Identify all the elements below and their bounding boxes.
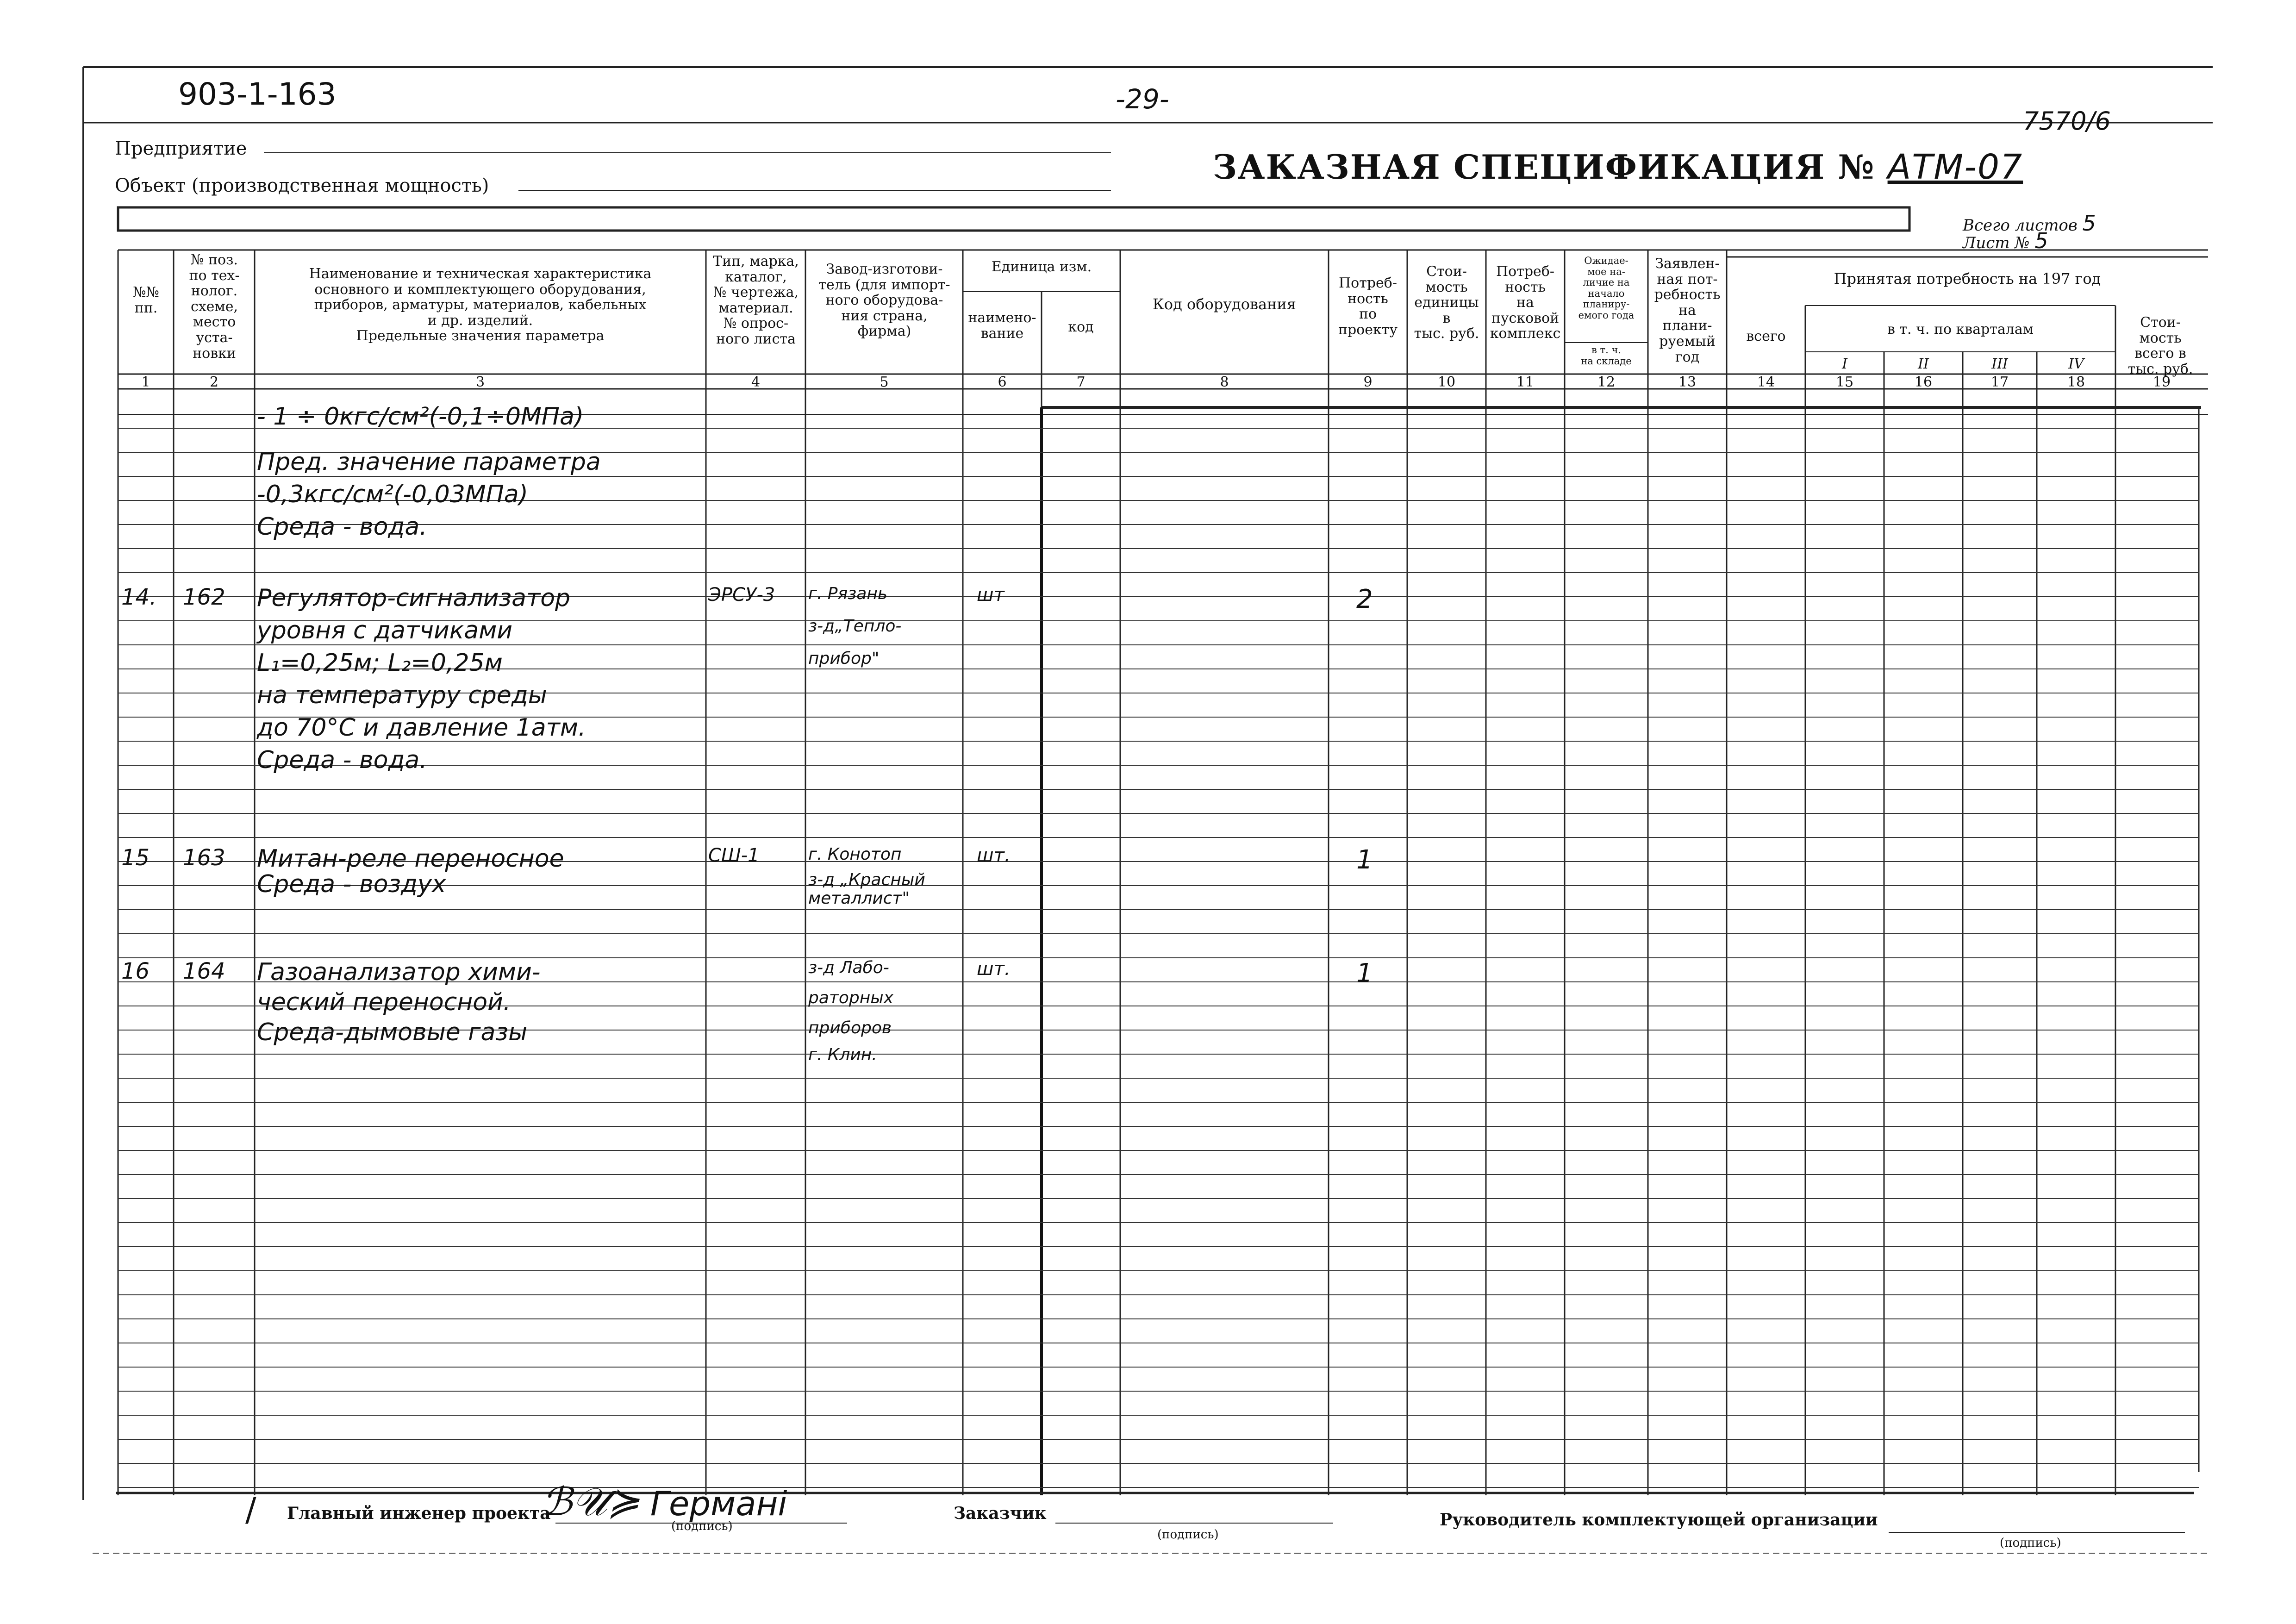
object-label: Объект (производственная мощность) xyxy=(115,175,489,196)
c11-header-line: комплекс xyxy=(1490,325,1561,342)
row-name: Среда-дымовые газы xyxy=(257,1018,528,1046)
col-7-header: код xyxy=(1068,319,1094,335)
c3-header-line: основного и комплектующего оборудования, xyxy=(314,281,646,298)
c13-header-line: ная пот- xyxy=(1657,271,1718,287)
row-name: уровня с датчиками xyxy=(257,617,513,644)
row-type: ЭРСУ-3 xyxy=(708,584,775,606)
c12-header-line: планиру- xyxy=(1583,299,1630,310)
col-4-header xyxy=(707,254,805,347)
c5-header-line: ния страна, xyxy=(841,307,928,324)
column-number: 17 xyxy=(1990,374,2009,390)
c10-header-line: тыс. руб. xyxy=(1414,325,1479,342)
row-unit: шт xyxy=(977,584,1004,606)
c13-header-line: ребность xyxy=(1654,287,1721,303)
signature-scribble-icon: ℬ𝒰≽ xyxy=(542,1479,640,1524)
title-text: ЗАКАЗНАЯ СПЕЦИФИКАЦИЯ № xyxy=(1213,147,1875,187)
c11-header-line: Потреб- xyxy=(1496,263,1554,280)
col-6-header xyxy=(964,310,1041,341)
c9-header-line: ность xyxy=(1348,290,1388,307)
inventory-number: 7570/6 xyxy=(2023,106,2111,136)
column-number: 11 xyxy=(1516,374,1535,390)
column-number: 1 xyxy=(141,374,150,390)
c12-header-line: мое на- xyxy=(1587,266,1625,277)
row-unit: шт. xyxy=(977,958,1011,980)
c13-header-line: Заявлен- xyxy=(1655,256,1720,272)
c12-header-line: начало xyxy=(1588,287,1625,299)
row-position: 162 xyxy=(183,584,225,610)
sheets-total-label: Всего листов xyxy=(1963,216,2078,235)
row-name: до 70°С и давление 1атм. xyxy=(257,714,586,742)
row-maker: г. Конотоп xyxy=(808,845,902,864)
c6-header-line: наимено- xyxy=(968,310,1036,326)
row-maker: з-д „Красный xyxy=(808,870,925,889)
row-name: ческий переносной. xyxy=(257,988,511,1016)
column-number: 4 xyxy=(751,374,761,390)
page-title xyxy=(1213,147,2023,187)
c5-header-line: тель (для импорт- xyxy=(818,276,950,293)
col-2-header xyxy=(175,252,254,361)
c19-header-line: Стои- xyxy=(2140,314,2181,331)
row-name: -0,3кгс/см²(-0,03МПа) xyxy=(257,481,528,508)
c4-header-line: № чертежа, xyxy=(713,284,799,301)
row-name: L₁=0,25м; L₂=0,25м xyxy=(257,649,503,677)
col-10-header xyxy=(1408,264,1485,342)
c10-header-line: в xyxy=(1442,310,1451,326)
row-maker: з-д„Тепло- xyxy=(808,617,902,636)
c19-header-line: всего в xyxy=(2134,345,2186,362)
col-14-header: всего xyxy=(1746,328,1786,344)
column-number: 10 xyxy=(1437,374,1456,390)
row-maker: раторных xyxy=(808,988,894,1007)
row-type: СШ-1 xyxy=(708,845,760,866)
row-quantity: 2 xyxy=(1356,584,1373,614)
row-quantity: 1 xyxy=(1356,958,1373,988)
column-number: 16 xyxy=(1914,374,1933,390)
c4-header-line: Тип, марка, xyxy=(713,253,799,269)
c13-header-line: год xyxy=(1675,349,1700,365)
sheet-label: Лист № xyxy=(1963,234,2030,252)
c10-header-line: единицы xyxy=(1414,294,1479,311)
quarters-group-header: в т. ч. по кварталам xyxy=(1887,321,2034,337)
row-name: Среда - воздух xyxy=(257,870,446,898)
column-number: 2 xyxy=(209,374,219,390)
q1-header: I xyxy=(1842,356,1847,372)
c12s-header-line: в т. ч. xyxy=(1591,344,1622,356)
signature-caption: (подпись) xyxy=(671,1519,733,1533)
column-number: 15 xyxy=(1835,374,1854,390)
c2-header-line: № поз. xyxy=(191,252,238,268)
column-number: 19 xyxy=(2152,374,2171,390)
c9-header-line: по xyxy=(1359,306,1377,323)
c13-header-line: на xyxy=(1678,302,1696,319)
c9-header-line: проекту xyxy=(1338,321,1398,338)
row-name: Пред. значение параметра xyxy=(257,448,601,476)
col-1-header: №№ пп. xyxy=(133,284,159,316)
c2-header-line: место xyxy=(193,314,236,331)
column-number: 12 xyxy=(1597,374,1616,390)
page-number: -29- xyxy=(1116,83,1169,115)
col-5-header xyxy=(807,262,962,339)
row-name: Среда - вода. xyxy=(257,746,427,774)
c5-header-line: фирма) xyxy=(857,323,911,340)
c13-header-line: плани- xyxy=(1662,318,1712,334)
row-name: Регулятор-сигнализатор xyxy=(257,584,571,612)
spec-number: АТМ-07 xyxy=(1887,147,2023,187)
row-number: 15 xyxy=(121,845,150,871)
c12-header-line: емого года xyxy=(1578,309,1635,321)
row-position: 164 xyxy=(183,958,225,984)
c9-header-line: Потреб- xyxy=(1339,275,1397,291)
column-number: 3 xyxy=(475,374,485,390)
c12-header-line: личие на xyxy=(1583,277,1630,288)
c12s-header-line: на складе xyxy=(1581,355,1632,367)
checkmark-icon: / xyxy=(245,1491,256,1529)
row-number: 14. xyxy=(121,584,157,610)
column-number: 14 xyxy=(1757,374,1775,390)
column-number: 8 xyxy=(1220,374,1229,390)
sheet-no xyxy=(1963,228,2048,253)
column-number: 13 xyxy=(1678,374,1697,390)
row-quantity: 1 xyxy=(1356,845,1373,875)
c5-header-line: ного оборудова- xyxy=(825,292,943,309)
c4-header-line: материал. xyxy=(718,300,793,316)
col-12-sub-header xyxy=(1566,345,1647,367)
sheet-value: 5 xyxy=(2034,228,2048,253)
column-number: 18 xyxy=(2067,374,2085,390)
chief-engineer-label: Главный инженер проекта xyxy=(287,1504,551,1523)
col-11-header xyxy=(1487,264,1564,342)
accepted-group-header: Принятая потребность на 197 год xyxy=(1834,270,2101,287)
c19-header-line: тыс. руб. xyxy=(2128,361,2193,377)
doc-code: 903-1-163 xyxy=(178,76,337,112)
row-name: Митан-реле переносное xyxy=(257,845,564,873)
unit-group-header: Единица изм. xyxy=(991,259,1092,275)
c3-header-line: приборов, арматуры, материалов, кабельных xyxy=(314,297,647,313)
c5-header-line: Завод-изготови- xyxy=(826,261,943,277)
customer-signature-caption: (подпись) xyxy=(1157,1528,1219,1542)
row-unit: шт. xyxy=(977,845,1011,866)
c12-header-line: Ожидае- xyxy=(1584,255,1628,266)
c3-header-line: Предельные значения параметра xyxy=(356,328,605,344)
row-name: Среда - вода. xyxy=(257,513,427,541)
row-maker: металлист" xyxy=(808,889,910,908)
row-maker: прибор" xyxy=(808,649,880,668)
c3-header-line: Наименование и техническая характеристика xyxy=(309,266,652,282)
col-13-header xyxy=(1649,256,1726,365)
c4-header-line: ного листа xyxy=(716,331,796,347)
c13-header-line: руемый xyxy=(1659,333,1716,350)
col-3-header xyxy=(257,266,704,344)
row-maker: г. Рязань xyxy=(808,584,888,603)
head-org-label: Руководитель комплектующей организации xyxy=(1440,1510,1878,1530)
enterprise-label: Предприятие xyxy=(115,138,247,159)
c2-header-line: новки xyxy=(193,345,236,362)
column-number: 6 xyxy=(998,374,1007,390)
c3-header-line: и др. изделий. xyxy=(427,312,533,329)
column-number: 5 xyxy=(880,374,889,390)
c10-header-line: мость xyxy=(1425,279,1468,295)
c6-header-line: вание xyxy=(980,325,1024,342)
col-12-header xyxy=(1566,256,1647,321)
chief-engineer-signature xyxy=(542,1479,787,1525)
c4-header-line: № опрос- xyxy=(723,315,789,332)
c11-header-line: ность xyxy=(1505,279,1546,295)
c2-header-line: нолог. xyxy=(191,283,238,300)
row-maker: з-д Лабо- xyxy=(808,958,889,977)
customer-label: Заказчик xyxy=(954,1504,1047,1523)
signature-name: Германі xyxy=(650,1484,787,1523)
q3-header: III xyxy=(1991,356,2008,372)
c2-header-line: схеме, xyxy=(190,298,238,315)
c2-header-line: по тех- xyxy=(189,267,240,284)
c11-header-line: на xyxy=(1516,294,1534,311)
row-maker: г. Клин. xyxy=(808,1045,877,1064)
row-position: 163 xyxy=(183,845,225,871)
c19-header-line: мость xyxy=(2139,330,2182,346)
col-9-header xyxy=(1329,275,1406,337)
c2-header-line: уста- xyxy=(196,329,233,346)
sheets-total-value: 5 xyxy=(2082,211,2096,236)
column-number: 7 xyxy=(1076,374,1086,390)
q2-header: II xyxy=(1918,356,1929,372)
q4-header: IV xyxy=(2068,356,2084,372)
col-19-header xyxy=(2116,315,2204,377)
row-number: 16 xyxy=(121,958,150,984)
row-name: - 1 ÷ 0кгс/см²(-0,1÷0МПа) xyxy=(257,403,584,431)
col-8-header: Код оборудования xyxy=(1153,295,1296,313)
c11-header-line: пусковой xyxy=(1491,310,1560,326)
c4-header-line: каталог, xyxy=(725,269,787,285)
column-number: 9 xyxy=(1363,374,1373,390)
row-maker: приборов xyxy=(808,1018,892,1037)
head-org-signature-caption: (подпись) xyxy=(2000,1536,2061,1550)
c10-header-line: Стои- xyxy=(1426,263,1467,280)
row-name: на температуру среды xyxy=(257,681,547,709)
row-name: Газоанализатор хими- xyxy=(257,958,541,986)
